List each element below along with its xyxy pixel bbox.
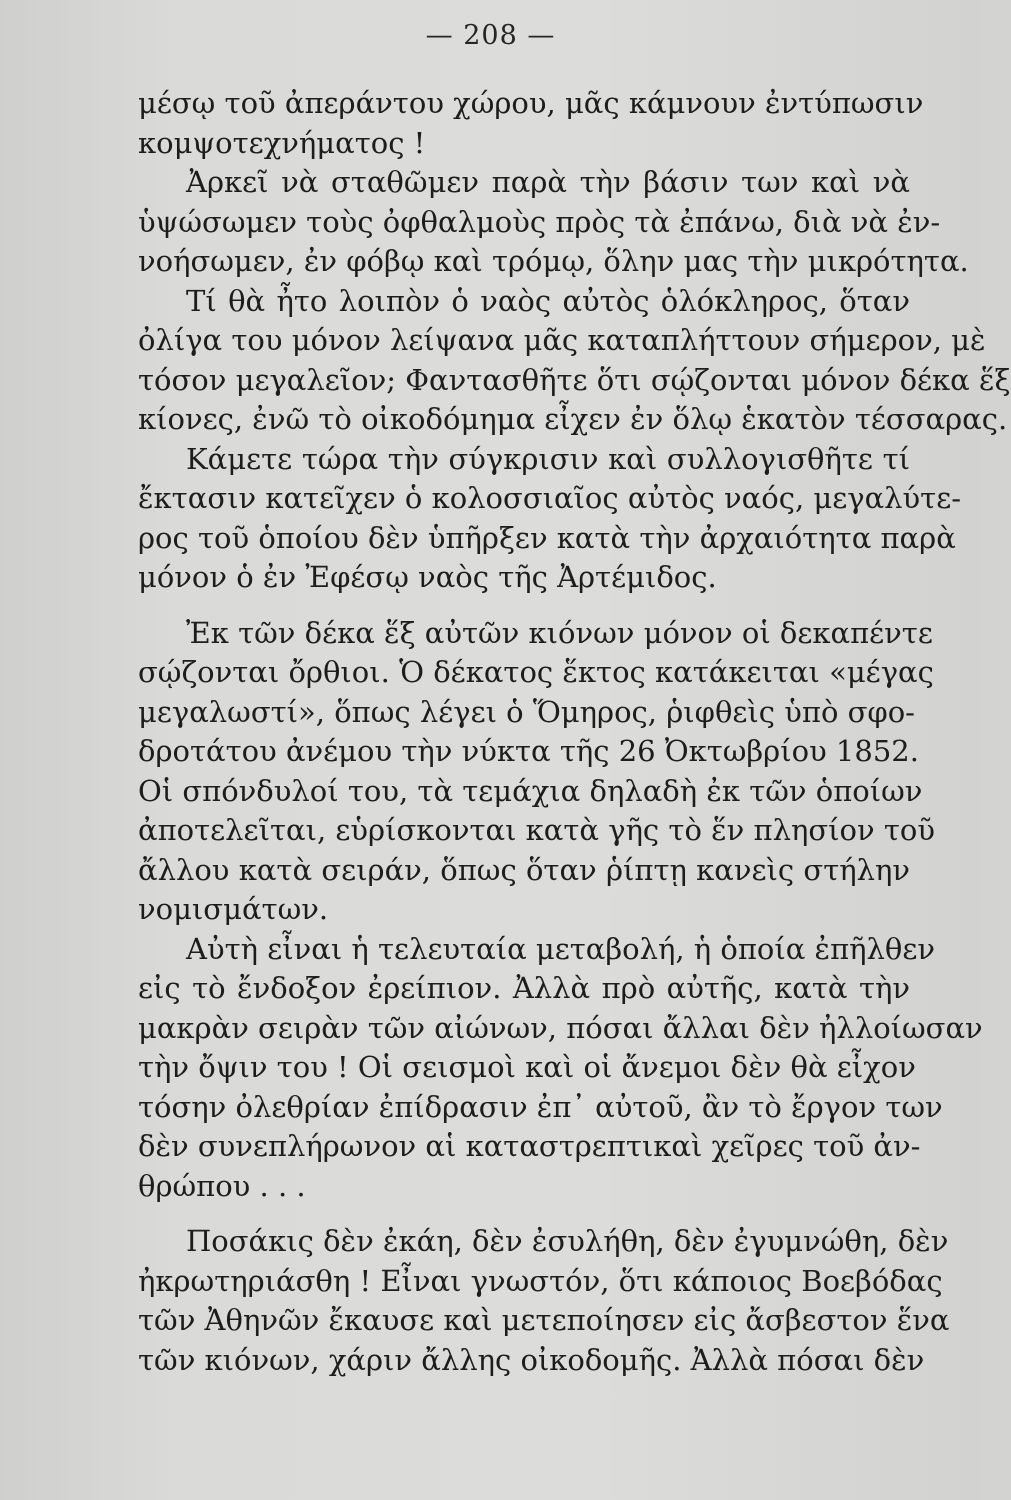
text-line: μόνον ὁ ἐν Ἐφέσῳ ναὸς τῆς Ἀρτέμιδος. — [138, 560, 717, 594]
text-line: ἄλλου κατὰ σειράν, ὅπως ὅταν ῥίπτῃ κανεὶς στήλην — [138, 852, 910, 887]
text-line: Οἱ σπόνδυλοί του, τὰ τεμάχια δηλαδὴ ἐκ τῶν ὁποίων — [138, 773, 923, 808]
text-line: μεγαλωστί», ὅπως λέγει ὁ Ὅμηρος, ῥιφθεὶς ὑπὸ σφο- — [138, 694, 915, 729]
body-text — [138, 84, 1011, 1380]
text-line: σῴζονται ὄρθιοι. Ὁ δέκατος ἕκτος κατάκειται «μέγας — [138, 655, 934, 689]
text-line: εἰς τὸ ἔνδοξον ἐρείπιον. Ἀλλὰ πρὸ αὐτῆς, κατὰ τὴν — [138, 971, 910, 1005]
text-line: τῶν κιόνων, χάριν ἄλλης οἰκοδομῆς. Ἀλλὰ πόσαι δὲν — [138, 1342, 925, 1377]
paragraph-gap — [138, 1206, 910, 1222]
paragraph — [138, 1222, 950, 1380]
paragraph — [138, 163, 969, 282]
paragraph — [138, 84, 924, 163]
text-line: μακρὰν σειρὰν τῶν αἰώνων, πόσαι ἄλλαι δὲν ἠλλοίωσαν — [138, 1010, 983, 1045]
text-line: τῶν Ἀθηνῶν ἔκαυσε καὶ μετεποίησεν εἰς ἄσβεστον ἕνα — [138, 1303, 950, 1337]
text-line: κομψοτεχνήματος ! — [138, 125, 426, 160]
text-line: ἔκτασιν κατεῖχεν ὁ κολοσσιαῖος αὐτὸς ναός, μεγαλύτε- — [138, 481, 962, 515]
text-line: νοήσωμεν, ἐν φόβῳ καὶ τρόμῳ, ὅλην μας τὴν μικρότητα. — [138, 244, 969, 278]
text-line: Κάμετε τώρα τὴν σύγκρισιν καὶ συλλογισθῆτε τί — [186, 441, 910, 476]
paragraph — [138, 440, 962, 598]
text-line: θρώπου . . . — [138, 1168, 306, 1203]
paragraph — [138, 282, 1011, 440]
text-line: ἀποτελεῖται, εὑρίσκονται κατὰ γῆς τὸ ἕν πλησίον τοῦ — [138, 813, 935, 847]
text-line: κίονες, ἐνῶ τὸ οἰκοδόμημα εἶχεν ἐν ὅλῳ ἑκατὸν τέσσαρας. — [138, 402, 1008, 436]
paragraph-gap — [138, 598, 910, 614]
page-number: — 208 — — [425, 20, 556, 51]
paragraph — [138, 930, 983, 1207]
text-line: Ποσάκις δὲν ἐκάη, δὲν ἐσυλήθη, δὲν ἐγυμνώθη, δὲν — [186, 1224, 949, 1258]
text-line: τόσην ὀλεθρίαν ἐπίδρασιν ἐπ᾿ αὐτοῦ, ἂν τὸ ἔργον των — [138, 1089, 943, 1124]
text-line: ὀλίγα του μόνον λείψανα μᾶς καταπλήττουν σήμερον, μὲ — [138, 323, 986, 357]
paragraph — [138, 614, 935, 930]
text-line: τόσον μεγαλεῖον; Φαντασθῆτε ὅτι σῴζονται μόνον δέκα ἕξ — [138, 362, 1011, 397]
text-line: τὴν ὄψιν του ! Οἱ σεισμοὶ καὶ οἱ ἄνεμοι δὲν θὰ εἶχον — [138, 1050, 916, 1084]
text-line: μέσῳ τοῦ ἀπεράντου χώρου, μᾶς κάμνουν ἐντύπωσιν — [138, 86, 924, 120]
text-line: δροτάτου ἀνέμου τὴν νύκτα τῆς 26 Ὀκτωβρίου 1852. — [138, 734, 919, 768]
text-line: ρος τοῦ ὁποίου δὲν ὑπῆρξεν κατὰ τὴν ἀρχαιότητα παρὰ — [138, 520, 956, 555]
text-line: ὑψώσωμεν τοὺς ὀφθαλμοὺς πρὸς τὰ ἐπάνω, διὰ νὰ ἐν- — [138, 204, 941, 239]
text-line: ἠκρωτηριάσθη ! Εἶναι γνωστόν, ὅτι κάποιος Βοεβόδας — [138, 1263, 943, 1298]
text-line: Ἀρκεῖ νὰ σταθῶμεν παρὰ τὴν βάσιν των καὶ νὰ — [186, 165, 910, 199]
text-line: δὲν συνεπλήρωνον αἱ καταστρεπτικαὶ χεῖρες τοῦ ἀν- — [138, 1129, 921, 1163]
text-line: Τί θὰ ἦτο λοιπὸν ὁ ναὸς αὐτὸς ὁλόκληρος, ὅταν — [186, 283, 910, 318]
text-line: νομισμάτων. — [138, 892, 329, 926]
text-line: Ἐκ τῶν δέκα ἕξ αὐτῶν κιόνων μόνον οἱ δεκαπέντε — [186, 615, 933, 650]
text-line: Αὐτὴ εἶναι ἡ τελευταία μεταβολή, ἡ ὁποία ἐπῆλθεν — [186, 931, 936, 966]
